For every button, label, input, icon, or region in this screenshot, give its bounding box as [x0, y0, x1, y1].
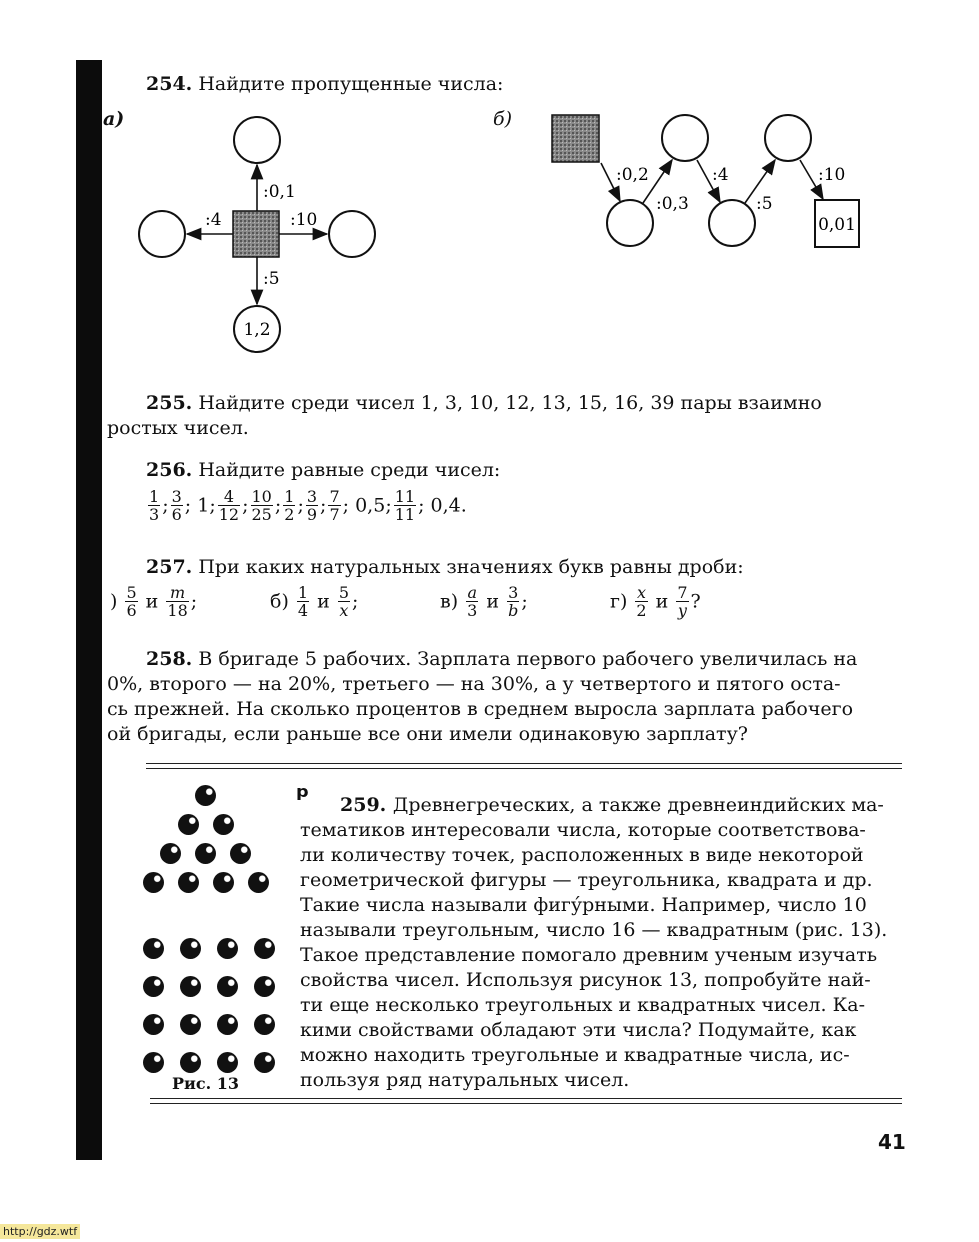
square-dot — [217, 1014, 238, 1035]
problem-258-line1: 258. В бригаде 5 рабочих. Зарплата первого рабочего увеличилась на — [146, 648, 858, 670]
triangular-dot — [160, 843, 181, 864]
problem-255-line2: ростых чисел. — [107, 417, 249, 439]
square-dot — [180, 1052, 201, 1073]
square-dot — [254, 1052, 275, 1073]
problem-255: 255. Найдите среди чисел 1, 3, 10, 12, 13, 15, 16, 39 пары взаимно — [146, 392, 822, 414]
problem-259-line: называли треугольным, число 16 — квадратным (рис. 13). — [300, 919, 888, 941]
problem-259-line: свойства чисел. Используя рисунок 13, попробуйте най- — [300, 969, 871, 991]
problem-259-line: Такие числа называли фигу́рными. Например, число 10 — [300, 894, 867, 916]
diagram-b — [552, 115, 859, 247]
label-b: б) — [493, 108, 513, 130]
fraction: $\frac{3}{9}$ — [306, 487, 318, 524]
triangular-dot — [248, 872, 269, 893]
triangular-dot — [178, 872, 199, 893]
fraction: $\frac{1}{2}$ — [284, 487, 295, 524]
problem-258-line4: ой бригады, если раньше все они имели одинаковую зарплату? — [107, 723, 748, 745]
section-rule-bottom — [150, 1098, 902, 1099]
square-dot — [254, 938, 275, 959]
problem-259-line: пользуя ряд натуральных чисел. — [300, 1069, 630, 1091]
svg-text::0,2: :0,2 — [616, 165, 649, 185]
op-down: :5 — [263, 269, 280, 289]
problem-257-c: в) $\frac{a}{3}$ и $\frac{3}{b}$ ; — [440, 583, 528, 620]
problem-257-b: б) $\frac{1}{4}$ и $\frac{5}{x}$ ; — [270, 583, 359, 620]
fraction: $\frac{7}{y}$ — [677, 583, 688, 620]
diagram-254 — [120, 100, 880, 390]
triangular-dot — [143, 872, 164, 893]
fraction: $\frac{10}{25}$ — [251, 487, 272, 524]
square-dot — [143, 938, 164, 959]
svg-text::10: :10 — [818, 165, 846, 185]
problem-256-heading: 256. Найдите равные среди чисел: — [146, 459, 501, 481]
problem-254-heading — [146, 72, 503, 97]
svg-text::5: :5 — [756, 194, 773, 214]
fraction: $\frac{3}{b}$ — [508, 583, 519, 620]
problem-257-d: г) $\frac{x}{2}$ и $\frac{7}{y}$ ? — [610, 583, 701, 620]
research-marker-icon: ᵖ — [296, 780, 310, 813]
fraction: $\frac{3}{6}$ — [171, 487, 182, 524]
op-left: :4 — [205, 210, 222, 230]
triangular-dot — [230, 843, 251, 864]
problem-259-line: ти еще несколько треугольных и квадратных чисел. Ка- — [300, 994, 866, 1016]
watermark-link[interactable]: http://gdz.wtf — [0, 1224, 80, 1239]
triangular-dot — [213, 814, 234, 835]
problem-259-line: ли количеству точек, расположенных в виде некоторой — [300, 844, 864, 866]
section-rule-top — [146, 763, 902, 764]
circle-left — [139, 211, 185, 257]
fraction: $\frac{7}{7}$ — [329, 487, 340, 524]
fraction: $\frac{m}{18}$ — [167, 583, 188, 620]
figure-caption: Рис. 13 — [172, 1074, 240, 1093]
op-up: :0,1 — [263, 182, 296, 202]
square-dot — [143, 1052, 164, 1073]
fraction: $\frac{5}{6}$ — [126, 583, 137, 620]
figure-13 — [130, 785, 280, 1085]
square-dot — [143, 1014, 164, 1035]
fraction: $\frac{4}{12}$ — [218, 487, 240, 524]
problem-259-line: 259. Древнегреческих, а также древнеиндийских ма- — [340, 794, 884, 816]
svg-text::0,3: :0,3 — [656, 194, 689, 214]
fraction: $\frac{5}{x}$ — [338, 583, 350, 620]
square-dot — [180, 976, 201, 997]
page-binding-shadow — [76, 60, 102, 1160]
problem-257-heading: 257. При каких натуральных значениях букв равны дроби: — [146, 556, 744, 578]
triangular-dot — [195, 785, 216, 806]
square-dot — [254, 976, 275, 997]
fraction: $\frac{1}{3}$ — [149, 487, 160, 524]
problem-258-line2: 0%, второго — на 20%, третьего — на 30%, а у четвертого и пятого оста- — [107, 673, 841, 695]
problem-257-a: ) $\frac{5}{6}$ и $\frac{m}{18}$ ; — [110, 583, 198, 620]
problem-259-line: геометрической фигуры — треугольника, квадрата и др. — [300, 869, 873, 891]
fraction: $\frac{x}{2}$ — [636, 583, 647, 620]
svg-text::4: :4 — [712, 165, 729, 185]
problem-258-line3: сь прежней. На сколько процентов в среднем выросла зарплата рабочего — [107, 698, 854, 720]
problem-259-line: кими свойствами обладают эти числа? Подумайте, как — [300, 1019, 857, 1041]
triangular-dot — [195, 843, 216, 864]
svg-text:0,01: 0,01 — [818, 215, 856, 235]
circle-top — [234, 117, 280, 163]
problem-259 — [300, 793, 905, 1093]
square-dot — [180, 938, 201, 959]
problem-259-line: тематиков интересовали числа, которые соответствова- — [300, 819, 866, 841]
problem-256-numbers: $\frac{1}{3}$ ; $\frac{3}{6}$ ; 1; $\frac{4}{12}$ ; $\frac{10}{25}$ ; $\frac{1}{2}$ ; $\frac{3}{9}$ ; $\frac{7}{7}$ ; 0,5; $\frac{11}{11}$ ; 0,4. — [149, 487, 467, 524]
square-dot — [217, 976, 238, 997]
square-dot — [217, 1052, 238, 1073]
problem-text: Найдите пропущенные числа: — [198, 73, 504, 95]
triangular-dot — [178, 814, 199, 835]
op-right: :10 — [290, 210, 318, 230]
problem-259-line: можно находить треугольные и квадратные числа, ис- — [300, 1044, 850, 1066]
fraction: $\frac{a}{3}$ — [467, 583, 478, 620]
square-dot — [217, 938, 238, 959]
triangular-dot — [213, 872, 234, 893]
bottom-value: 1,2 — [243, 320, 271, 340]
page-number: 41 — [878, 1130, 906, 1154]
label-a: а) — [103, 108, 125, 130]
square-dot — [254, 1014, 275, 1035]
fraction: $\frac{1}{4}$ — [297, 583, 309, 620]
problem-number: 254. — [146, 73, 193, 95]
diagram-a — [139, 117, 375, 352]
problem-259-line: Такое представление помогало древним ученым изучать — [300, 944, 878, 966]
unknown-center-square — [233, 211, 279, 257]
square-dot — [143, 976, 164, 997]
square-dot — [180, 1014, 201, 1035]
fraction: $\frac{11}{11}$ — [394, 487, 416, 524]
circle-right — [329, 211, 375, 257]
unknown-start-square — [552, 115, 599, 162]
